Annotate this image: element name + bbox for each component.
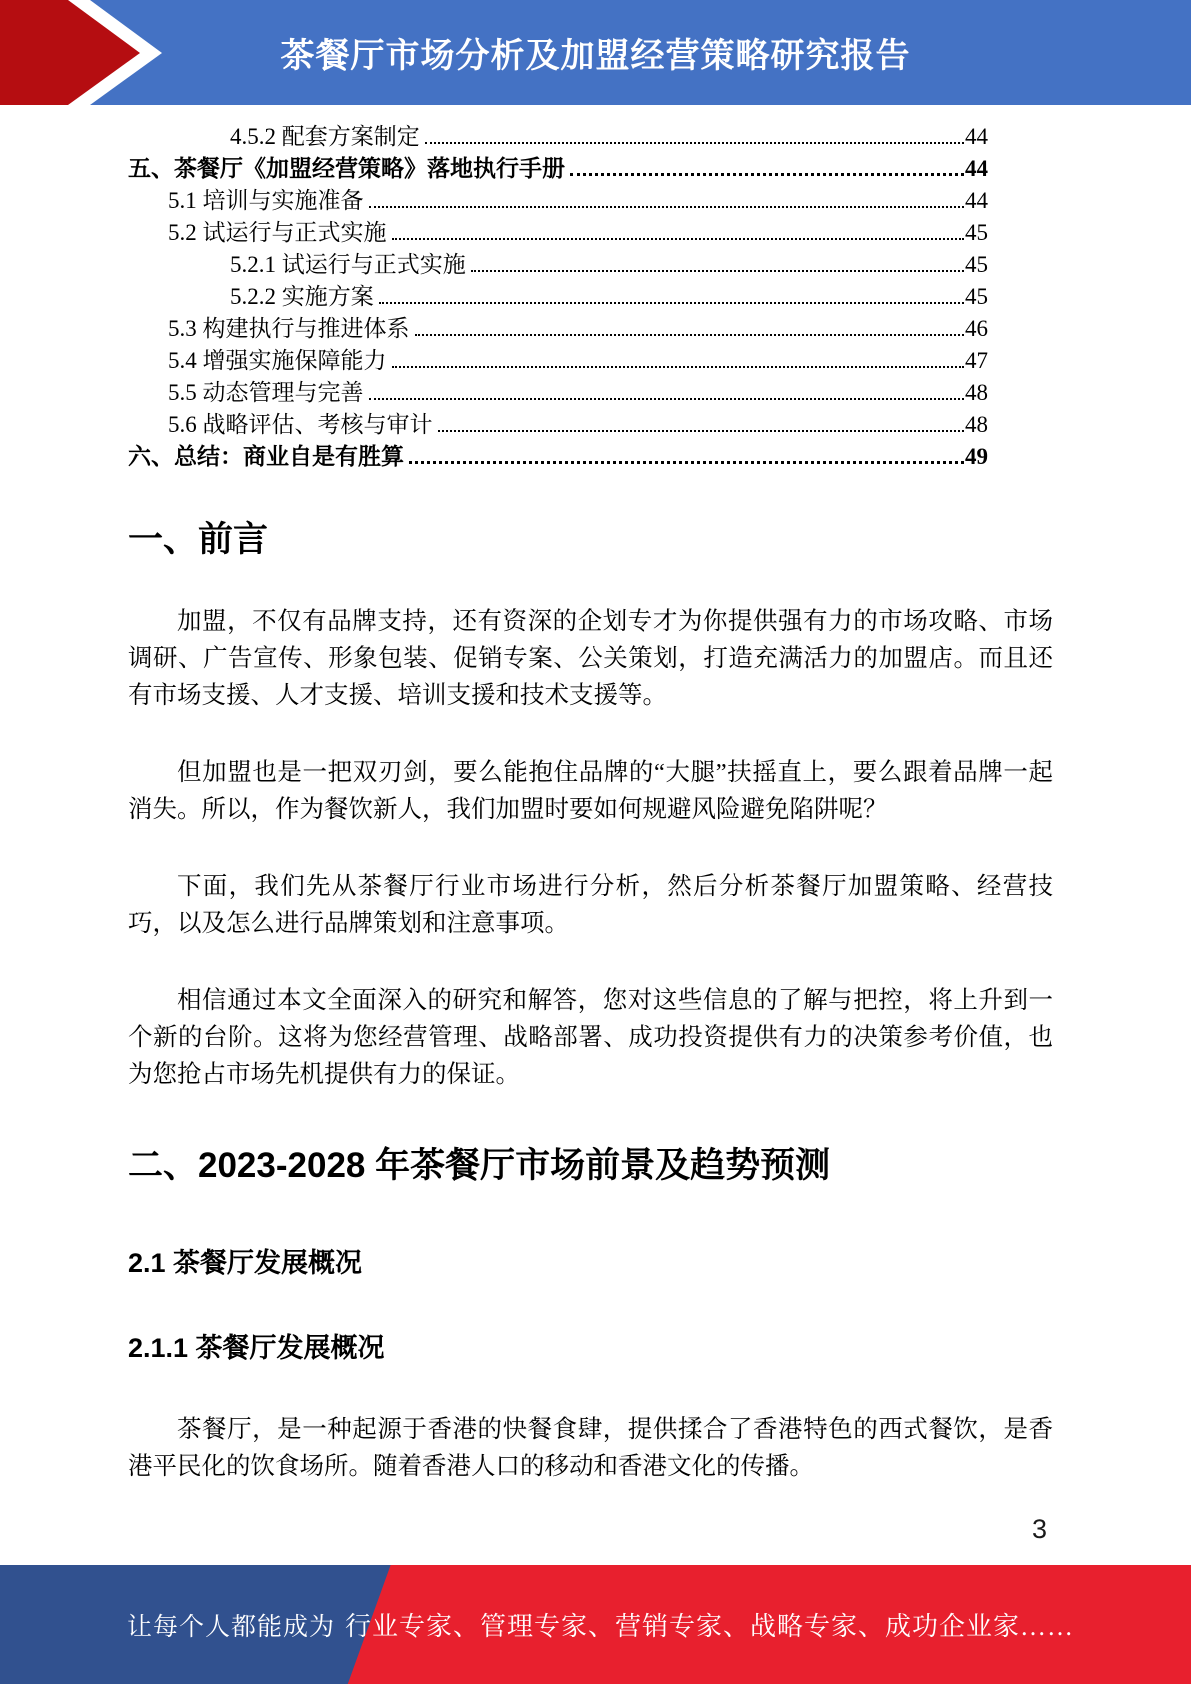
toc-entry xyxy=(128,249,988,281)
toc-entry-page: 44 xyxy=(965,156,988,181)
preface-paragraphs xyxy=(128,603,1053,1093)
table-of-contents xyxy=(128,121,988,473)
toc-entry-page: 48 xyxy=(965,380,988,405)
toc-entry xyxy=(128,409,988,441)
toc-dot-leader xyxy=(438,430,965,432)
toc-entry-label: 5.5 动态管理与完善 xyxy=(168,380,364,405)
toc-entry xyxy=(128,153,988,185)
toc-dot-leader xyxy=(369,206,965,208)
toc-entry-label: 五、茶餐厅《加盟经营策略》落地执行手册 xyxy=(128,156,565,181)
content-column xyxy=(128,105,1053,1485)
toc-entry-page: 44 xyxy=(965,124,988,149)
toc-entry xyxy=(128,217,988,249)
toc-entry-label: 5.4 增强实施保障能力 xyxy=(168,348,387,373)
toc-entry-label: 5.3 构建执行与推进体系 xyxy=(168,316,410,341)
document-title: 茶餐厅市场分析及加盟经营策略研究报告 xyxy=(280,37,911,75)
toc-entry-label: 5.1 培训与实施准备 xyxy=(168,188,364,213)
toc-dot-leader xyxy=(425,142,964,144)
toc-entry xyxy=(128,121,988,153)
page-number: 3 xyxy=(1031,1514,1047,1544)
section-heading-preface: 一、前言 xyxy=(128,520,269,559)
toc-entry-label: 六、总结：商业自是有胜算 xyxy=(128,444,404,469)
toc-dot-leader xyxy=(392,366,965,368)
toc-entry-page: 47 xyxy=(965,348,988,373)
toc-entry-page: 49 xyxy=(965,444,988,469)
toc-entry-page: 45 xyxy=(965,284,988,309)
toc-entry-page: 46 xyxy=(965,316,988,341)
toc-dot-leader xyxy=(392,238,965,240)
footer-slogan-left: 让每个人都能成为 xyxy=(127,1613,336,1641)
body-paragraph: 相信通过本文全面深入的研究和解答，您对这些信息的了解与把控，将上升到一个新的台阶。这将为您经营管理、战略部署、成功投资提供有力的决策参考价值，也为您抢占市场先机提供有力的保证。 xyxy=(128,986,1053,1088)
toc-dot-leader xyxy=(570,173,964,176)
subsection-heading-2-1-1: 2.1.1 茶餐厅发展概况 xyxy=(128,1333,385,1364)
toc-entry-label: 5.2.2 实施方案 xyxy=(230,284,374,309)
toc-dot-leader xyxy=(471,270,964,272)
header-banner xyxy=(0,0,1191,105)
toc-dot-leader xyxy=(409,461,964,464)
toc-entry-label: 5.2.1 试运行与正式实施 xyxy=(230,252,466,277)
body-paragraph: 但加盟也是一把双刃剑，要么能抱住品牌的“大腿”扶摇直上，要么跟着品牌一起消失。所以，作为餐饮新人，我们加盟时要如何规避风险避免陷阱呢？ xyxy=(128,758,1053,823)
toc-dot-leader xyxy=(415,334,965,336)
toc-entry-label: 4.5.2 配套方案制定 xyxy=(230,124,420,149)
section-heading-market: 二、2023-2028 年茶餐厅市场前景及趋势预测 xyxy=(128,1145,831,1185)
body-paragraph: 茶餐厅，是一种起源于香港的快餐食肆，提供揉合了香港特色的西式餐饮，是香港平民化的饮食场所。随着香港人口的移动和香港文化的传播。 xyxy=(128,1416,1053,1481)
toc-entry xyxy=(128,313,988,345)
subsection-heading-2-1: 2.1 茶餐厅发展概况 xyxy=(128,1248,363,1278)
toc-entry xyxy=(128,185,988,217)
toc-dot-leader xyxy=(379,302,964,304)
toc-dot-leader xyxy=(369,398,965,400)
toc-entry-page: 45 xyxy=(965,252,988,277)
body-paragraph: 下面，我们先从茶餐厅行业市场进行分析，然后分析茶餐厅加盟策略、经营技巧，以及怎么进行品牌策划和注意事项。 xyxy=(128,872,1053,937)
toc-entry xyxy=(128,345,988,377)
footer-slogan-right: 行业专家、管理专家、营销专家、战略专家、成功企业家…… xyxy=(345,1612,1075,1641)
body-paragraph: 加盟，不仅有品牌支持，还有资深的企划专才为你提供强有力的市场攻略、市场调研、广告宣传、形象包装、促销专案、公关策划，打造充满活力的加盟店。而且还有市场支援、人才支援、培训支援和技术支援等。 xyxy=(128,607,1053,709)
toc-entry-label: 5.2 试运行与正式实施 xyxy=(168,220,387,245)
toc-entry xyxy=(128,377,988,409)
toc-entry-page: 45 xyxy=(965,220,988,245)
toc-entry xyxy=(128,281,988,313)
footer-banner xyxy=(0,1565,1191,1684)
toc-entry-page: 44 xyxy=(965,188,988,213)
toc-entry-page: 48 xyxy=(965,412,988,437)
toc-entry xyxy=(128,441,988,473)
toc-entry-label: 5.6 战略评估、考核与审计 xyxy=(168,412,433,437)
